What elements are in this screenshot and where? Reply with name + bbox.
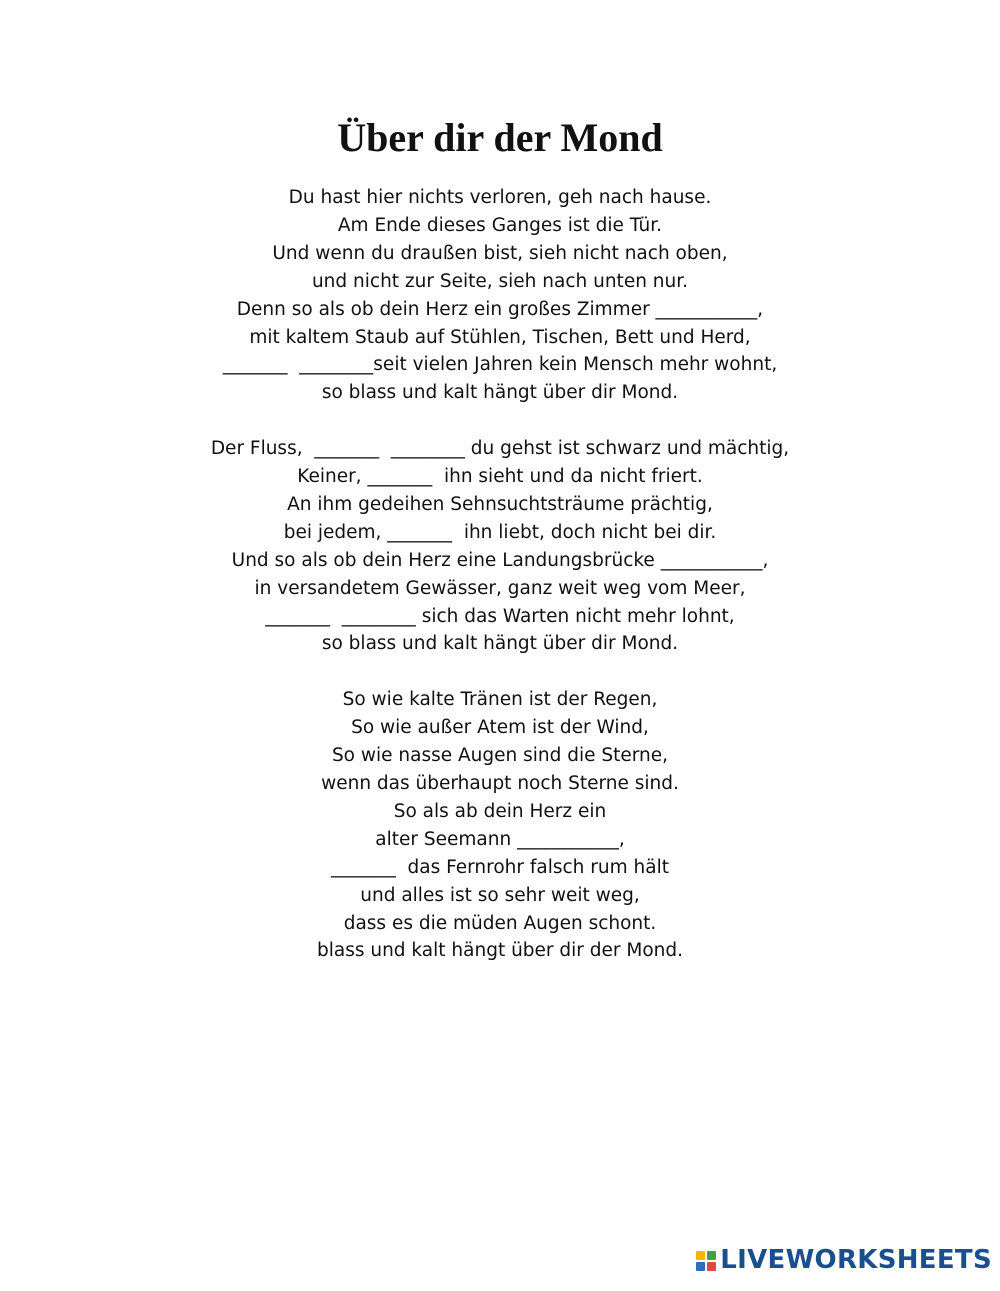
poem-line: So wie außer Atem ist der Wind, [351, 717, 649, 739]
poem-line: dass es die müden Augen schont. [343, 912, 657, 934]
liveworksheets-logo [696, 1243, 992, 1277]
stanza [0, 686, 1000, 965]
logo-text: LIVEWORKSHEETS [720, 1245, 992, 1275]
stanza [0, 184, 1000, 407]
poem-line: wenn das überhaupt noch Sterne sind. [321, 773, 679, 794]
poem-line: So als ab dein Herz ein [393, 800, 607, 822]
logo-block [707, 1262, 716, 1271]
poem-body [0, 184, 1000, 993]
poem-line: blass und kalt hängt über dir der Mond. [316, 940, 684, 962]
poem-line: Denn so als ob dein Herz ein großes Zimmer ___________, [236, 298, 764, 320]
poem-line: und nicht zur Seite, sieh nach unten nur. [311, 270, 689, 292]
poem-line: bei jedem, _______ ihn liebt, doch nicht bei dir. [283, 521, 717, 543]
poem-line: so blass und kalt hängt über dir Mond. [321, 633, 679, 655]
poem-line: so blass und kalt hängt über dir Mond. [321, 382, 679, 404]
poem-line: alter Seemann ___________, [375, 828, 625, 850]
poem-line: Und so als ob dein Herz eine Landungsbrücke ___________, [231, 549, 769, 571]
poem-line: _______ ________ sich das Warten nicht mehr lohnt, [265, 605, 735, 627]
logo-block [696, 1251, 705, 1260]
logo-block [696, 1262, 705, 1271]
poem-line: Der Fluss, _______ ________ du gehst ist schwarz und mächtig, [210, 438, 790, 460]
poem-line: und alles ist so sehr weit weg, [360, 884, 640, 906]
poem-line: in versandetem Gewässer, ganz weit weg vom Meer, [254, 577, 746, 599]
poem-line: Und wenn du draußen bist, sieh nicht nach oben, [272, 242, 728, 264]
stanza [0, 435, 1000, 658]
page-title: Über dir der Mond [337, 115, 663, 160]
logo-blocks-icon [696, 1251, 716, 1271]
poem-line: _______ ________seit vielen Jahren kein Mensch mehr wohnt, [222, 354, 778, 376]
logo-block [707, 1251, 716, 1260]
poem-line: mit kaltem Staub auf Stühlen, Tischen, Bett und Herd, [249, 326, 751, 348]
poem-line: So wie nasse Augen sind die Sterne, [331, 745, 669, 767]
poem-line: So wie kalte Tränen ist der Regen, [342, 689, 658, 711]
poem-line: Am Ende dieses Ganges ist die Tür. [337, 214, 663, 236]
poem-line: _______ das Fernrohr falsch rum hält [331, 856, 669, 878]
poem-line: Du hast hier nichts verloren, geh nach hause. [288, 187, 712, 208]
poem-line: An ihm gedeihen Sehnsuchtsträume prächtig, [287, 493, 713, 515]
poem-line: Keiner, _______ ihn sieht und da nicht friert. [297, 466, 703, 488]
